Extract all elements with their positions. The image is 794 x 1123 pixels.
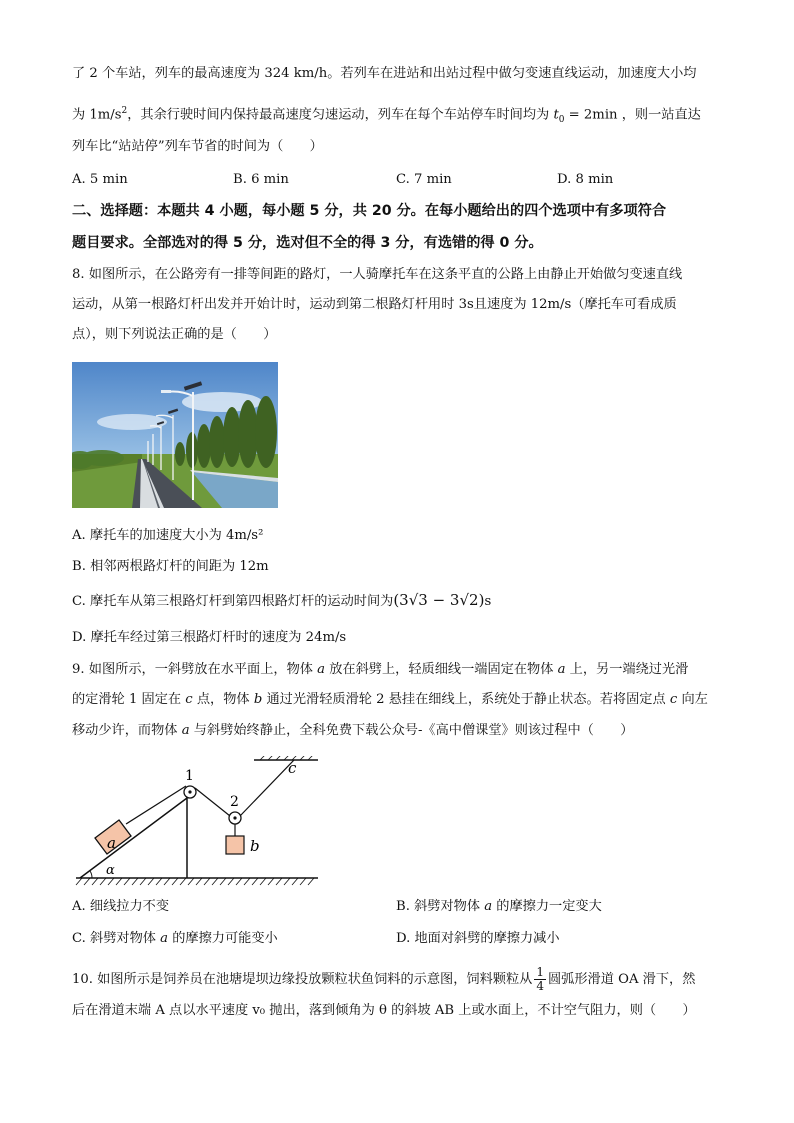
q9-option-c: C. 斜劈对物体 a 的摩擦力可能变小: [72, 931, 278, 946]
q8-line1: 8. 如图所示，在公路旁有一排等间距的路灯，一人骑摩托车在这条平直的公路上由静止开始做匀变速直线: [72, 267, 683, 282]
q9-line3: 移动少许，而物体 a 与斜劈始终静止，全科免费下载公众号-《高中僧课堂》则该过程中（ ）: [72, 723, 634, 738]
pulley-2-label: 2: [230, 794, 239, 810]
q7-option-a: A. 5 min: [72, 172, 128, 187]
point-c-label: c: [288, 759, 297, 777]
q10-line1: 10. 如图所示是饲养员在池塘堤坝边缘投放颗粒状鱼饲料的示意图，饲料颗粒从 $\frac{1}{4}$ 圆弧形滑道 OA 滑下，然: [72, 965, 696, 993]
q8-line2: 运动，从第一根路灯杆出发并开始计时，运动到第二根路灯杆用时 3s且速度为 12m/s（摩托车可看成质: [72, 297, 677, 312]
q9-option-d: D. 地面对斜劈的摩擦力减小: [396, 931, 560, 946]
q7-line2: 为 $1m/s^2$，其余行驶时间内保持最高速度匀速运动，列车在每个车站停车时间均为 $t_0 = 2\min$ ，则一站直达: [72, 106, 701, 126]
q8-option-c: C. 摩托车从第三根路灯杆到第四根路灯杆的运动时间为(3√3 − 3√2)s: [72, 591, 492, 609]
q10-line2: 后在滑道末端 A 点以水平速度 v₀ 抛出，落到倾角为 θ 的斜坡 AB 上或水面上，不计空气阻力，则（ ）: [72, 1003, 696, 1018]
q9-option-a: A. 细线拉力不变: [72, 899, 170, 914]
q9-option-b: B. 斜劈对物体 a 的摩擦力一定变大: [396, 899, 602, 914]
block-a-label: a: [107, 834, 116, 852]
block-b-label: b: [250, 837, 260, 855]
q7-line1: 了 2 个车站，列车的最高速度为 324 km/h。若列车在进站和出站过程中做匀变速直线运动，加速度大小均: [72, 66, 697, 81]
section2-heading-line1: 二、选择题：本题共 4 小题，每小题 5 分，共 20 分。在每小题给出的四个选项中有多项符合: [72, 203, 667, 219]
q7-option-d: D. 8 min: [557, 172, 614, 187]
street-lamp-road-photo: [72, 362, 278, 508]
q8-line3: 点），则下列说法正确的是（ ）: [72, 327, 277, 342]
q7-option-b: B. 6 min: [233, 172, 289, 187]
section2-heading-line2: 题目要求。全部选对的得 5 分，选对但不全的得 3 分，有选错的得 0 分。: [72, 235, 543, 251]
q9-line2: 的定滑轮 1 固定在 c 点，物体 b 通过光滑轻质滑轮 2 悬挂在细线上，系统处于静止状态。若将固定点 c 向左: [72, 692, 708, 707]
q8-option-a: A. 摩托车的加速度大小为 4m/s²: [72, 528, 264, 543]
incline-pulley-diagram: [72, 756, 322, 890]
q7-line3: 列车比“站站停”列车节省的时间为（ ）: [72, 139, 323, 154]
angle-alpha-label: α: [106, 863, 115, 878]
q8-option-b: B. 相邻两根路灯杆的间距为 12m: [72, 559, 269, 574]
q8-option-d: D. 摩托车经过第三根路灯杆时的速度为 24m/s: [72, 630, 347, 645]
pulley-1-label: 1: [185, 768, 194, 784]
quarter-fraction: $\frac{1}{4}$: [536, 965, 544, 993]
q7-option-c: C. 7 min: [396, 172, 452, 187]
q9-line1: 9. 如图所示，一斜劈放在水平面上，物体 a 放在斜劈上，轻质细线一端固定在物体 a 上，另一端绕过光滑: [72, 662, 689, 677]
